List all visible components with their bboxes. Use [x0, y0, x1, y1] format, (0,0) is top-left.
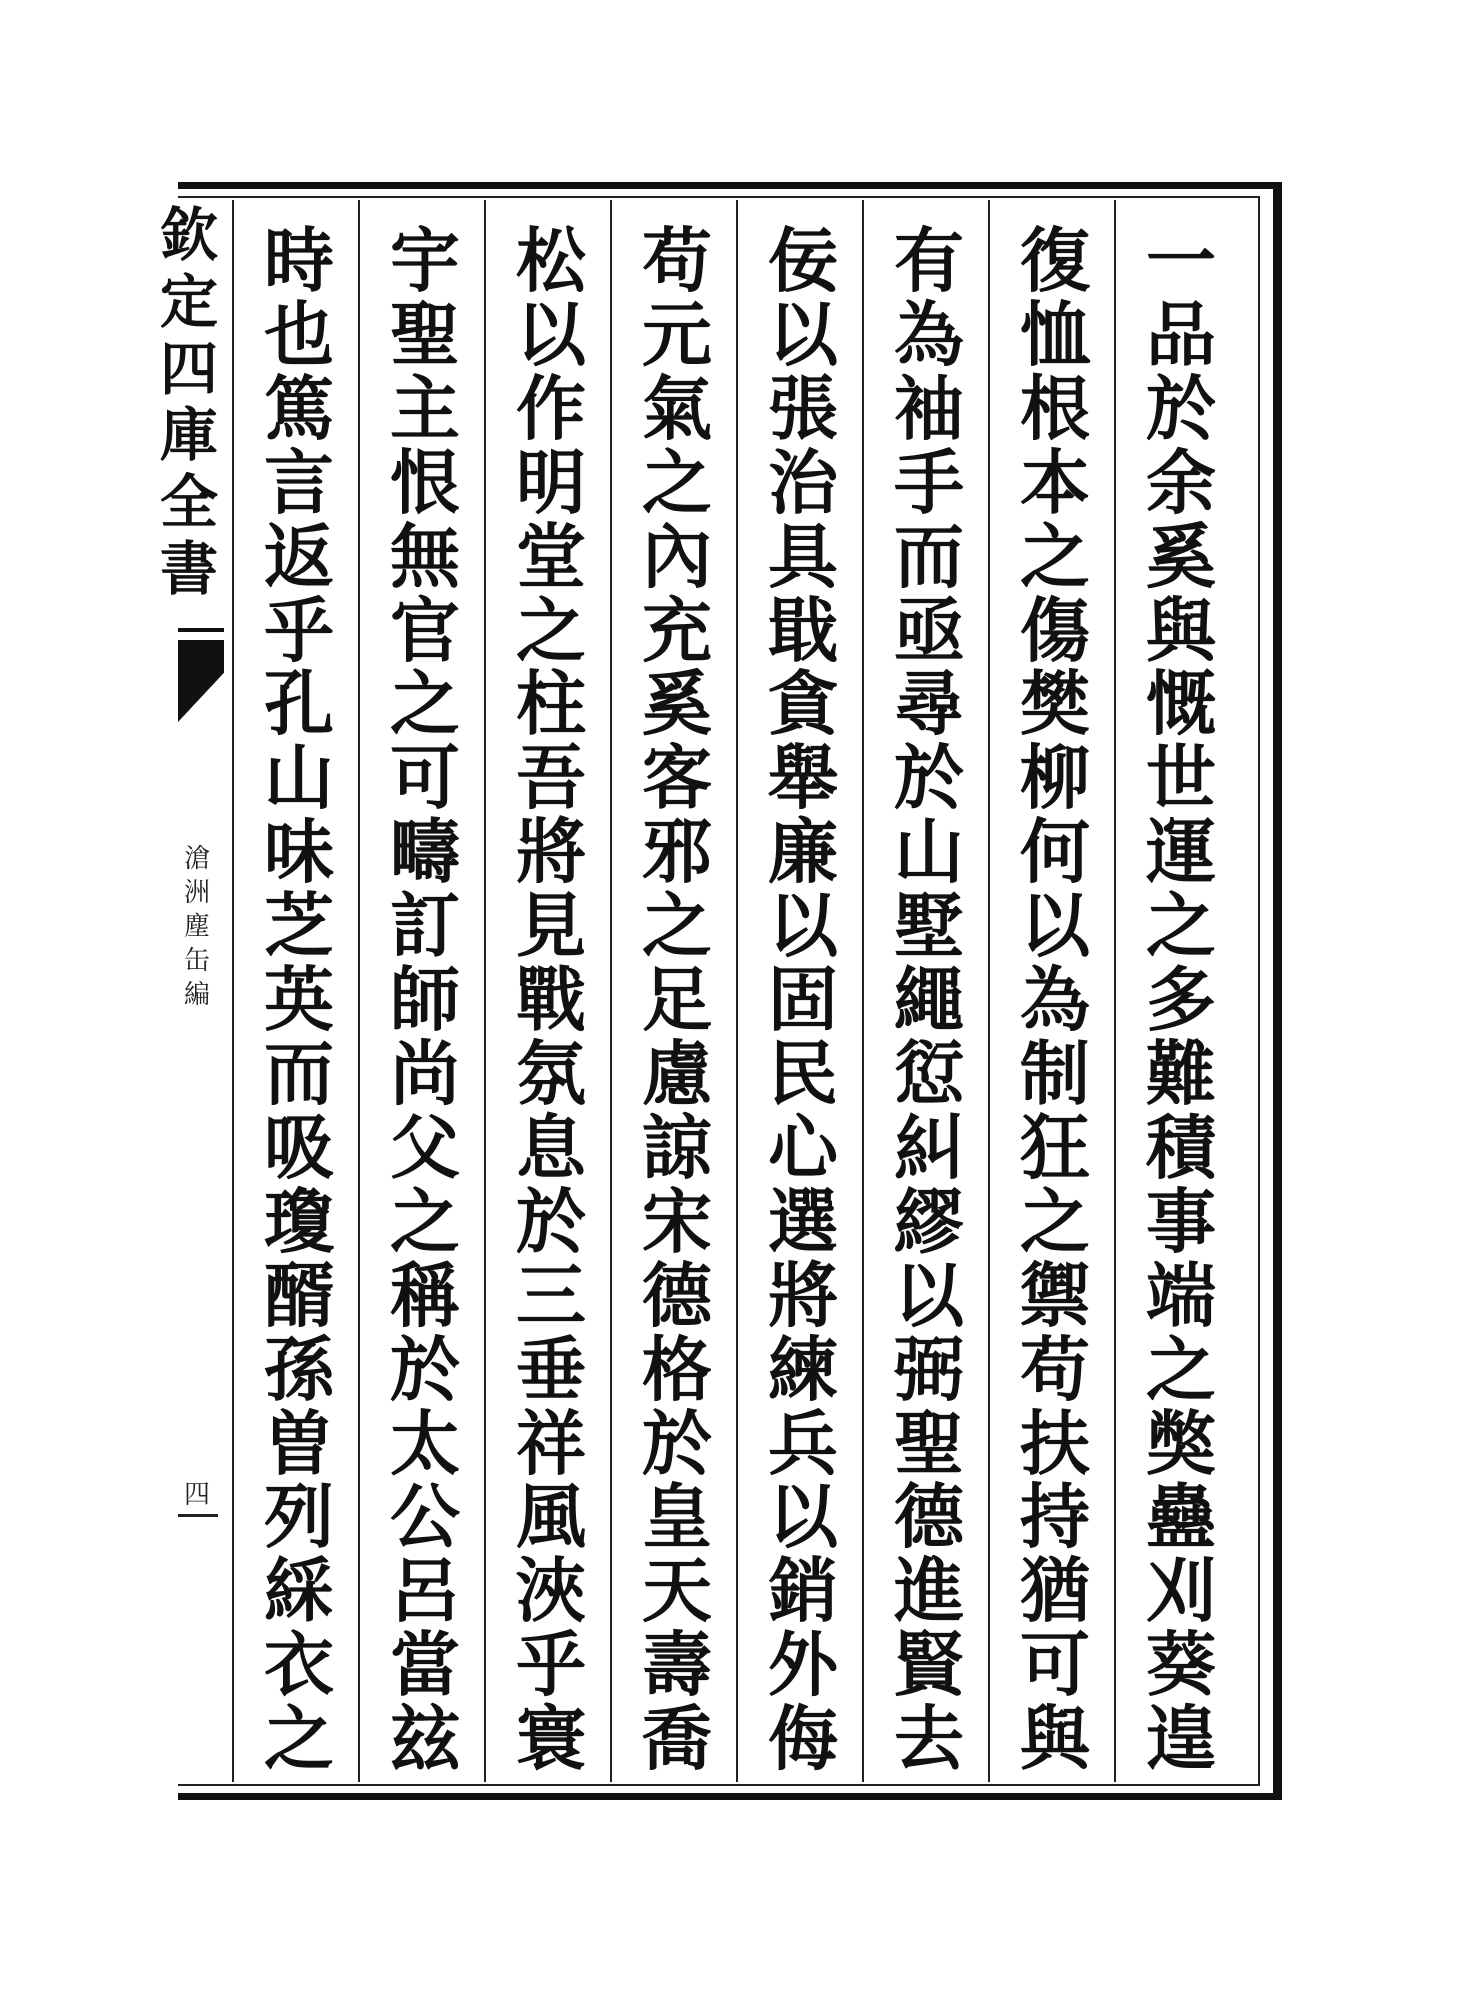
- character: 吸: [264, 1105, 334, 1189]
- character: 禦: [1020, 1253, 1090, 1337]
- character: 品: [1146, 292, 1216, 376]
- character: 孔: [264, 662, 334, 746]
- character: 垂: [516, 1327, 586, 1411]
- character: 而: [264, 1031, 334, 1115]
- character: 山: [264, 736, 334, 820]
- character: 之: [1020, 1179, 1090, 1263]
- character: 持: [1020, 1475, 1090, 1559]
- character: 以: [1020, 884, 1090, 968]
- character: 喬: [642, 1697, 712, 1781]
- character: 氣: [642, 366, 712, 450]
- character: 余: [1146, 440, 1216, 524]
- text-column-6: [488, 219, 614, 1781]
- character: 於: [1146, 366, 1216, 450]
- character: 侮: [768, 1697, 838, 1781]
- banxin-title: [159, 201, 220, 606]
- character: 內: [642, 514, 712, 598]
- character: 賢: [894, 1623, 964, 1707]
- character: 之: [1020, 514, 1090, 598]
- character: 師: [390, 958, 460, 1042]
- character: 息: [516, 1105, 586, 1189]
- character: 之: [390, 662, 460, 746]
- character: 葵: [1146, 1623, 1216, 1707]
- character: 浹: [516, 1549, 586, 1633]
- character: 德: [894, 1475, 964, 1559]
- character: 吾: [516, 736, 586, 820]
- character: 諒: [642, 1105, 712, 1189]
- character: 之: [642, 440, 712, 524]
- character: 元: [642, 292, 712, 376]
- page-number-rule: [178, 1514, 218, 1517]
- character: 可: [390, 736, 460, 820]
- character: 瓊: [264, 1179, 334, 1263]
- banxin-subtitle-character: 缶: [183, 946, 210, 976]
- banxin-book-title: [180, 846, 214, 1016]
- character: 乎: [516, 1623, 586, 1707]
- character: 寰: [516, 1697, 586, 1781]
- character: 恤: [1020, 292, 1090, 376]
- character: 公: [390, 1475, 460, 1559]
- text-column-7: [362, 219, 488, 1781]
- character: 治: [768, 440, 838, 524]
- character: 傷: [1020, 588, 1090, 672]
- character: 充: [642, 588, 712, 672]
- character: 主: [390, 366, 460, 450]
- text-column-5: [614, 219, 740, 1781]
- character: 之: [1146, 1327, 1216, 1411]
- character: 德: [642, 1253, 712, 1337]
- character: 何: [1020, 810, 1090, 894]
- character: 戢: [768, 588, 838, 672]
- character: 於: [516, 1179, 586, 1263]
- character: 氛: [516, 1031, 586, 1115]
- character: 於: [390, 1327, 460, 1411]
- character: 為: [894, 292, 964, 376]
- character: 天: [642, 1549, 712, 1633]
- character: 皇: [642, 1475, 712, 1559]
- character: 恨: [390, 440, 460, 524]
- character: 具: [768, 514, 838, 598]
- character: 遑: [1146, 1697, 1216, 1781]
- character: 聖: [894, 1401, 964, 1485]
- character: 聖: [390, 292, 460, 376]
- character: 以: [516, 292, 586, 376]
- character: 父: [390, 1105, 460, 1189]
- character: 民: [768, 1031, 838, 1115]
- character: 以: [768, 884, 838, 968]
- character: 衣: [264, 1623, 334, 1707]
- character: 繆: [894, 1179, 964, 1263]
- banxin-title-character: 定: [159, 267, 218, 336]
- banxin-title-character: 書: [159, 534, 218, 603]
- character: 宇: [390, 219, 460, 302]
- character: 見: [516, 884, 586, 968]
- character: 根: [1020, 366, 1090, 450]
- character: 事: [1146, 1179, 1216, 1263]
- character: 固: [768, 958, 838, 1042]
- character: 將: [516, 810, 586, 894]
- character: 為: [1020, 958, 1090, 1042]
- character: 可: [1020, 1623, 1090, 1707]
- character: 堂: [516, 514, 586, 598]
- character: 進: [894, 1549, 964, 1633]
- character: 疇: [390, 810, 460, 894]
- character: 稱: [390, 1253, 460, 1337]
- character: 將: [768, 1253, 838, 1337]
- character: 訂: [390, 884, 460, 968]
- character: 難: [1146, 1031, 1216, 1115]
- character: 佞: [768, 219, 838, 302]
- character: 貪: [768, 662, 838, 746]
- fishtail-rule: [178, 628, 224, 632]
- character: 之: [516, 588, 586, 672]
- column-divider: [232, 200, 234, 1782]
- character: 與: [1146, 588, 1216, 672]
- character: 曽: [264, 1401, 334, 1485]
- character: 墅: [894, 884, 964, 968]
- character: 運: [1146, 810, 1216, 894]
- character: 無: [390, 514, 460, 598]
- character: 列: [264, 1475, 334, 1559]
- character: 玆: [390, 1697, 460, 1781]
- character: 戰: [516, 958, 586, 1042]
- text-column-3: [866, 219, 992, 1781]
- character: 張: [768, 366, 838, 450]
- character: 足: [642, 958, 712, 1042]
- character: 作: [516, 366, 586, 450]
- character: 格: [642, 1327, 712, 1411]
- character: 當: [390, 1623, 460, 1707]
- character: 於: [894, 736, 964, 820]
- character: 壽: [642, 1623, 712, 1707]
- character: 手: [894, 440, 964, 524]
- character: 英: [264, 958, 334, 1042]
- character: 端: [1146, 1253, 1216, 1337]
- character: 之: [390, 1179, 460, 1263]
- character: 繩: [894, 958, 964, 1042]
- character: 復: [1020, 219, 1090, 302]
- character: 世: [1146, 736, 1216, 820]
- character: 與: [1020, 1697, 1090, 1781]
- text-column-1: [1118, 219, 1244, 1781]
- character: 也: [264, 292, 334, 376]
- character: 松: [516, 219, 586, 302]
- character: 刈: [1146, 1549, 1216, 1633]
- character: 奚: [642, 662, 712, 746]
- character: 宋: [642, 1179, 712, 1263]
- character: 之: [264, 1697, 334, 1781]
- character: 袖: [894, 366, 964, 450]
- page-number: 四: [183, 1480, 210, 1510]
- character: 之: [642, 884, 712, 968]
- character: 去: [894, 1697, 964, 1781]
- banxin-subtitle-character: 洲: [183, 878, 210, 908]
- character: 柱: [516, 662, 586, 746]
- character: 時: [264, 219, 334, 302]
- text-column-2: [992, 219, 1118, 1781]
- character: 練: [768, 1327, 838, 1411]
- character: 猶: [1020, 1549, 1090, 1633]
- character: 綵: [264, 1549, 334, 1633]
- character: 有: [894, 219, 964, 302]
- character: 太: [390, 1401, 460, 1485]
- character: 尚: [390, 1031, 460, 1115]
- character: 選: [768, 1179, 838, 1263]
- character: 苟: [1020, 1327, 1090, 1411]
- character: 尋: [894, 662, 964, 746]
- character: 糾: [894, 1105, 964, 1189]
- character: 廉: [768, 810, 838, 894]
- character: 言: [264, 440, 334, 524]
- character: 亟: [894, 588, 964, 672]
- character: 一: [1146, 219, 1216, 302]
- character: 山: [894, 810, 964, 894]
- character: 明: [516, 440, 586, 524]
- character: 三: [516, 1253, 586, 1337]
- character: 愆: [894, 1031, 964, 1115]
- character: 柳: [1020, 736, 1090, 820]
- character: 狂: [1020, 1105, 1090, 1189]
- character: 芝: [264, 884, 334, 968]
- character: 兵: [768, 1401, 838, 1485]
- banxin-title-character: 全: [159, 468, 218, 537]
- character: 苟: [642, 219, 712, 302]
- character: 之: [1146, 884, 1216, 968]
- character: 獘: [1146, 1401, 1216, 1485]
- character: 篤: [264, 366, 334, 450]
- character: 味: [264, 810, 334, 894]
- character: 蠱: [1146, 1475, 1216, 1559]
- character: 孫: [264, 1327, 334, 1411]
- banxin-subtitle-character: 編: [183, 980, 210, 1010]
- banxin-subtitle-character: 滄: [183, 844, 210, 874]
- character: 以: [768, 292, 838, 376]
- character: 醑: [264, 1253, 334, 1337]
- character: 邪: [642, 810, 712, 894]
- character: 官: [390, 588, 460, 672]
- character: 扶: [1020, 1401, 1090, 1485]
- banxin-subtitle-character: 塵: [183, 912, 210, 942]
- text-column-4: [740, 219, 866, 1781]
- character: 呂: [390, 1549, 460, 1633]
- character: 本: [1020, 440, 1090, 524]
- character: 慮: [642, 1031, 712, 1115]
- character: 奚: [1146, 514, 1216, 598]
- character: 客: [642, 736, 712, 820]
- character: 於: [642, 1401, 712, 1485]
- character: 舉: [768, 736, 838, 820]
- text-column-8: [236, 219, 362, 1781]
- character: 返: [264, 514, 334, 598]
- character: 外: [768, 1623, 838, 1707]
- character: 銷: [768, 1549, 838, 1633]
- character: 祥: [516, 1401, 586, 1485]
- banxin-title-character: 庫: [159, 401, 218, 470]
- character: 以: [768, 1475, 838, 1559]
- character: 風: [516, 1475, 586, 1559]
- character: 乎: [264, 588, 334, 672]
- banxin-title-character: 欽: [159, 201, 218, 269]
- character: 樊: [1020, 662, 1090, 746]
- character: 弼: [894, 1327, 964, 1411]
- character: 慨: [1146, 662, 1216, 746]
- character: 多: [1146, 958, 1216, 1042]
- character: 制: [1020, 1031, 1090, 1115]
- character: 以: [894, 1253, 964, 1337]
- character: 而: [894, 514, 964, 598]
- banxin-title-character: 四: [159, 334, 218, 403]
- character: 積: [1146, 1105, 1216, 1189]
- character: 心: [768, 1105, 838, 1189]
